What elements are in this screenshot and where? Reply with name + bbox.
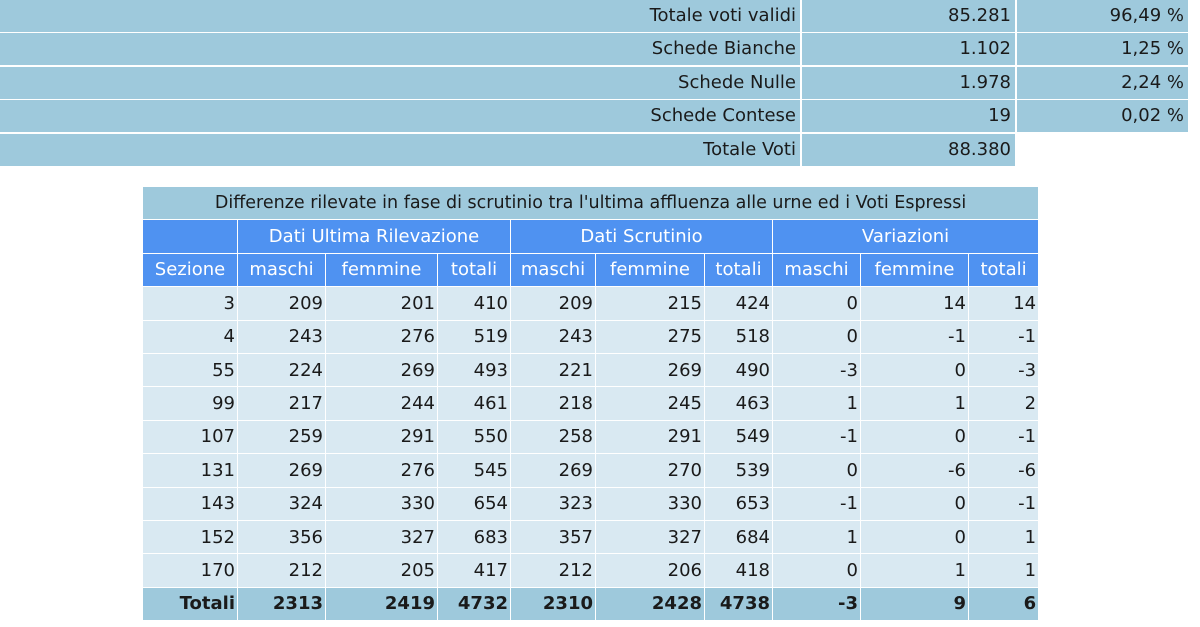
totals-row [143,587,1039,620]
summary-label: Schede Nulle [0,67,800,99]
table-cell: 201 [326,287,438,320]
table-cell: 654 [438,487,511,520]
table-cell: 269 [326,353,438,386]
group-header-empty [143,220,238,253]
table-cell: 244 [326,387,438,420]
summary-label: Schede Bianche [0,33,800,65]
group-header-variations: Variazioni [773,220,1039,253]
summary-row-total [0,134,1190,167]
column-header: Sezione [143,253,238,286]
summary-value: 85.281 [802,0,1015,32]
table-cell: 0 [773,554,861,587]
table-cell: 275 [596,320,705,353]
table-cell: 209 [511,287,596,320]
table-cell: 684 [705,520,773,553]
totals-cell: 2428 [596,587,705,620]
summary-row-contested [0,100,1190,133]
table-row [143,320,1039,353]
table-cell: 269 [511,454,596,487]
table-cell: 14 [969,287,1039,320]
table-caption-row [143,187,1039,220]
table-cell: 1 [773,387,861,420]
summary-percent: 1,25 % [1017,33,1188,65]
table-cell: 0 [773,454,861,487]
summary-label: Schede Contese [0,100,800,132]
totals-cell: 4732 [438,587,511,620]
column-header: maschi [511,253,596,286]
table-cell: 357 [511,520,596,553]
table-row [143,554,1039,587]
table-cell: 1 [861,554,969,587]
summary-row-blank [0,33,1190,66]
table-cell: 276 [326,454,438,487]
table-cell: 259 [238,420,326,453]
table-cell: 1 [773,520,861,553]
table-cell: 327 [596,520,705,553]
table-cell: 424 [705,287,773,320]
table-cell: 0 [861,520,969,553]
table-cell: 218 [511,387,596,420]
table-cell: 206 [596,554,705,587]
table-cell: 269 [238,454,326,487]
table-cell: 653 [705,487,773,520]
column-header-row [143,253,1039,286]
table-cell: 539 [705,454,773,487]
table-cell: 461 [438,387,511,420]
table-cell: 323 [511,487,596,520]
table-cell: 683 [438,520,511,553]
table-cell: 269 [596,353,705,386]
table-cell: 224 [238,353,326,386]
table-cell: 327 [326,520,438,553]
table-cell: 545 [438,454,511,487]
column-header: totali [705,253,773,286]
column-header: maschi [238,253,326,286]
table-cell: 258 [511,420,596,453]
table-cell: 209 [238,287,326,320]
table-cell: 4 [143,320,238,353]
table-row [143,487,1039,520]
table-cell: -3 [773,353,861,386]
table-row [143,420,1039,453]
table-row [143,353,1039,386]
table-cell: 1 [969,520,1039,553]
table-cell: 245 [596,387,705,420]
table-cell: 205 [326,554,438,587]
table-cell: -3 [969,353,1039,386]
table-cell: 1 [969,554,1039,587]
table-cell: 221 [511,353,596,386]
table-cell: 549 [705,420,773,453]
column-header: maschi [773,253,861,286]
table-cell: 550 [438,420,511,453]
table-cell: 2 [969,387,1039,420]
table-caption: Differenze rilevate in fase di scrutinio tra l'ultima affluenza alle urne ed i Voti Espressi [143,187,1039,220]
summary-percent: 0,02 % [1017,100,1188,132]
table-row [143,520,1039,553]
totals-cell: 4738 [705,587,773,620]
table-cell: -6 [969,454,1039,487]
table-cell: 55 [143,353,238,386]
table-cell: 170 [143,554,238,587]
table-cell: -1 [969,420,1039,453]
table-cell: 0 [861,353,969,386]
table-cell: 215 [596,287,705,320]
summary-percent: 96,49 % [1017,0,1188,32]
group-header-row [143,220,1039,253]
summary-value: 88.380 [802,134,1015,166]
totals-cell: Totali [143,587,238,620]
table-cell: 3 [143,287,238,320]
table-cell: 0 [773,320,861,353]
summary-label: Totale Voti [0,134,800,166]
table-cell: 330 [596,487,705,520]
totals-cell: 9 [861,587,969,620]
summary-row-valid [0,0,1190,33]
table-cell: 0 [773,287,861,320]
table-cell: 107 [143,420,238,453]
column-header: femmine [326,253,438,286]
table-cell: 463 [705,387,773,420]
totals-cell: 2310 [511,587,596,620]
table-cell: 410 [438,287,511,320]
table-cell: 493 [438,353,511,386]
summary-label: Totale voti validi [0,0,800,32]
table-cell: 212 [511,554,596,587]
summary-table [0,0,1190,167]
table-cell: -1 [773,420,861,453]
table-cell: 270 [596,454,705,487]
table-cell: 0 [861,420,969,453]
table-cell: -1 [861,320,969,353]
table-cell: 356 [238,520,326,553]
summary-percent: 2,24 % [1017,67,1188,99]
summary-row-null [0,67,1190,100]
table-cell: 99 [143,387,238,420]
table-cell: 212 [238,554,326,587]
summary-value: 1.102 [802,33,1015,65]
table-cell: 324 [238,487,326,520]
column-header: totali [438,253,511,286]
table-cell: 243 [511,320,596,353]
table-cell: 1 [861,387,969,420]
totals-cell: 6 [969,587,1039,620]
table-cell: 291 [326,420,438,453]
table-row [143,387,1039,420]
table-row [143,287,1039,320]
table-cell: 152 [143,520,238,553]
column-header: femmine [861,253,969,286]
table-cell: 519 [438,320,511,353]
table-cell: 276 [326,320,438,353]
table-cell: 518 [705,320,773,353]
group-header-count: Dati Scrutinio [511,220,773,253]
table-cell: 417 [438,554,511,587]
table-cell: -1 [969,320,1039,353]
summary-value: 1.978 [802,67,1015,99]
group-header-last-survey: Dati Ultima Rilevazione [238,220,511,253]
table-cell: 131 [143,454,238,487]
table-cell: 14 [861,287,969,320]
differences-table [142,186,1039,621]
table-cell: 217 [238,387,326,420]
table-cell: -6 [861,454,969,487]
table-cell: 0 [861,487,969,520]
table-cell: 143 [143,487,238,520]
column-header: totali [969,253,1039,286]
table-cell: 418 [705,554,773,587]
totals-cell: 2419 [326,587,438,620]
totals-cell: 2313 [238,587,326,620]
table-cell: -1 [969,487,1039,520]
table-cell: 243 [238,320,326,353]
column-header: femmine [596,253,705,286]
summary-value: 19 [802,100,1015,132]
totals-cell: -3 [773,587,861,620]
table-cell: 490 [705,353,773,386]
table-row [143,454,1039,487]
table-cell: -1 [773,487,861,520]
table-cell: 330 [326,487,438,520]
table-cell: 291 [596,420,705,453]
